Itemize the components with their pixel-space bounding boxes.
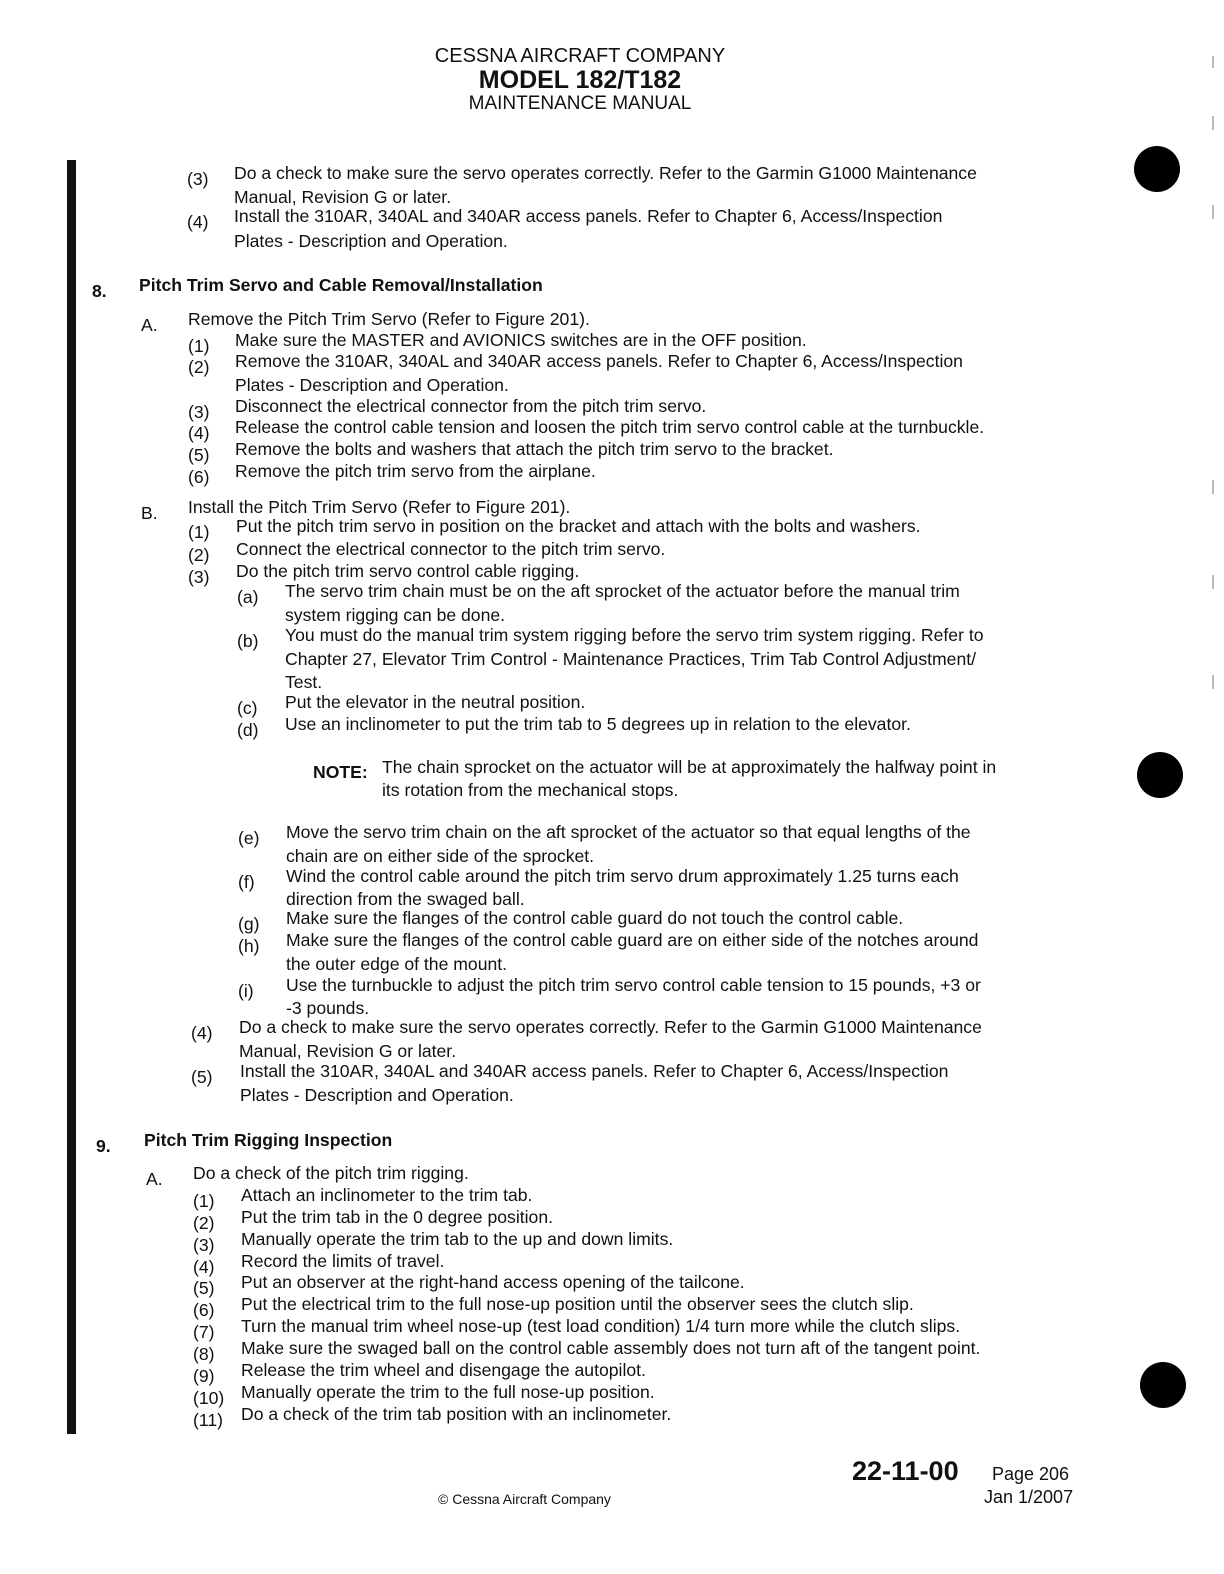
binder-hole-bottom <box>1140 1362 1186 1408</box>
step-number: (3) <box>188 567 210 587</box>
substep-text: Move the servo trim chain on the aft sprocket of the actuator so that equal lengths of the <box>286 822 971 842</box>
step-number: (3) <box>193 1235 215 1255</box>
scan-mark <box>1212 575 1214 589</box>
step-text: Put the electrical trim to the full nose-up position until the observer sees the clutch slip. <box>241 1294 914 1314</box>
substep-text: direction from the swaged ball. <box>286 889 525 909</box>
step-number: (2) <box>193 1213 215 1233</box>
step-text: Put the pitch trim servo in position on the bracket and attach with the bolts and washers. <box>236 516 921 536</box>
subsection-title: Remove the Pitch Trim Servo (Refer to Figure 201). <box>188 309 590 329</box>
header-company: CESSNA AIRCRAFT COMPANY <box>434 45 726 67</box>
step-number: (3) <box>187 169 209 189</box>
step-number: (5) <box>193 1278 215 1298</box>
substep-letter: (e) <box>238 828 260 848</box>
step-number: (9) <box>193 1366 215 1386</box>
substep-letter: (a) <box>237 587 259 607</box>
step-text: Do a check to make sure the servo operates correctly. Refer to the Garmin G1000 Maintenance <box>234 163 977 183</box>
step-number: (6) <box>193 1300 215 1320</box>
step-text: Put the trim tab in the 0 degree position. <box>241 1207 553 1227</box>
step-text: Do a check of the trim tab position with an inclinometer. <box>241 1404 672 1424</box>
substep-text: Make sure the flanges of the control cable guard do not touch the control cable. <box>286 908 904 928</box>
step-text: Remove the bolts and washers that attach the pitch trim servo to the bracket. <box>235 439 834 459</box>
step-text: Turn the manual trim wheel nose-up (test load condition) 1/4 turn more while the clutch slips. <box>241 1316 961 1336</box>
step-text: Release the control cable tension and loosen the pitch trim servo control cable at the turnbuckle. <box>235 417 985 437</box>
step-number: (1) <box>188 522 210 542</box>
step-text: Remove the 310AR, 340AL and 340AR access panels. Refer to Chapter 6, Access/Inspection <box>235 351 963 371</box>
substep-text: system rigging can be done. <box>285 605 506 625</box>
subsection-letter: A. <box>141 315 158 335</box>
step-text: Manually operate the trim tab to the up and down limits. <box>241 1229 674 1249</box>
section-title: Pitch Trim Servo and Cable Removal/Installation <box>139 275 543 295</box>
step-text: Record the limits of travel. <box>241 1251 445 1271</box>
substep-letter: (h) <box>238 936 260 956</box>
step-text: Release the trim wheel and disengage the autopilot. <box>241 1360 646 1380</box>
subsection-title: Do a check of the pitch trim rigging. <box>193 1163 469 1183</box>
substep-letter: (d) <box>237 720 259 740</box>
substep-text: You must do the manual trim system rigging before the servo trim system rigging. Refer to <box>285 625 984 645</box>
substep-text: -3 pounds. <box>286 998 370 1018</box>
substep-text: Test. <box>285 672 323 692</box>
scan-mark <box>1212 480 1214 494</box>
substep-text: the outer edge of the mount. <box>286 954 508 974</box>
section-title: Pitch Trim Rigging Inspection <box>144 1130 393 1150</box>
substep-letter: (g) <box>238 914 260 934</box>
step-text: Plates - Description and Operation. <box>240 1085 514 1105</box>
header-manual: MAINTENANCE MANUAL <box>468 93 692 114</box>
substep-text: Use the turnbuckle to adjust the pitch trim servo control cable tension to 15 pounds, +3 or <box>286 975 981 995</box>
scan-mark <box>1212 205 1214 219</box>
step-text: Connect the electrical connector to the pitch trim servo. <box>236 539 666 559</box>
step-number: (8) <box>193 1344 215 1364</box>
substep-text: Chapter 27, Elevator Trim Control - Maintenance Practices, Trim Tab Control Adjustment/ <box>285 649 977 669</box>
step-text: Do a check to make sure the servo operates correctly. Refer to the Garmin G1000 Maintenance <box>239 1017 982 1037</box>
substep-letter: (i) <box>238 981 254 1001</box>
substep-text: Put the elevator in the neutral position. <box>285 692 586 712</box>
substep-text: Use an inclinometer to put the trim tab to 5 degrees up in relation to the elevator. <box>285 714 911 734</box>
substep-text: The servo trim chain must be on the aft sprocket of the actuator before the manual trim <box>285 581 960 601</box>
step-text: Do the pitch trim servo control cable rigging. <box>236 561 580 581</box>
step-text: Manual, Revision G or later. <box>234 187 452 207</box>
chapter-number: 22-11-00 <box>852 1456 959 1486</box>
step-text: Manual, Revision G or later. <box>239 1041 457 1061</box>
step-number: (4) <box>191 1023 213 1043</box>
step-text: Plates - Description and Operation. <box>234 231 508 251</box>
step-number: (4) <box>188 423 210 443</box>
note-text: The chain sprocket on the actuator will be at approximately the halfway point in <box>382 757 997 777</box>
step-number: (10) <box>193 1388 225 1408</box>
substep-text: Make sure the flanges of the control cable guard are on either side of the notches around <box>286 930 979 950</box>
substep-text: Wind the control cable around the pitch trim servo drum approximately 1.25 turns each <box>286 866 959 886</box>
substep-letter: (b) <box>237 631 259 651</box>
step-text: Remove the pitch trim servo from the airplane. <box>235 461 596 481</box>
step-number: (2) <box>188 357 210 377</box>
note-text: its rotation from the mechanical stops. <box>382 780 679 800</box>
section-number: 9. <box>96 1136 111 1156</box>
step-text: Put an observer at the right-hand access opening of the tailcone. <box>241 1272 745 1292</box>
note-label: NOTE: <box>313 762 368 782</box>
scan-mark <box>1212 675 1214 689</box>
step-text: Install the 310AR, 340AL and 340AR access panels. Refer to Chapter 6, Access/Inspection <box>234 206 943 226</box>
scan-mark <box>1212 116 1214 130</box>
binder-hole-middle <box>1137 752 1183 798</box>
copyright: © Cessna Aircraft Company <box>438 1491 611 1507</box>
revision-bar <box>67 160 76 1434</box>
page-number: Page 206 <box>992 1464 1070 1484</box>
step-number: (4) <box>193 1257 215 1277</box>
subsection-letter: A. <box>146 1169 163 1189</box>
step-number: (1) <box>188 336 210 356</box>
substep-letter: (f) <box>238 872 255 892</box>
step-text: Make sure the MASTER and AVIONICS switches are in the OFF position. <box>235 330 807 350</box>
subsection-title: Install the Pitch Trim Servo (Refer to Figure 201). <box>188 497 571 517</box>
header-model: MODEL 182/T182 <box>478 66 682 94</box>
step-text: Manually operate the trim to the full nose-up position. <box>241 1382 655 1402</box>
step-number: (5) <box>188 445 210 465</box>
step-number: (6) <box>188 467 210 487</box>
substep-text: chain are on either side of the sprocket. <box>286 846 595 866</box>
step-number: (11) <box>193 1410 223 1430</box>
step-number: (5) <box>191 1067 213 1087</box>
step-text: Make sure the swaged ball on the control cable assembly does not turn aft of the tangent point. <box>241 1338 981 1358</box>
step-text: Install the 310AR, 340AL and 340AR access panels. Refer to Chapter 6, Access/Inspection <box>240 1061 949 1081</box>
step-number: (2) <box>188 545 210 565</box>
binder-hole-top <box>1134 146 1180 192</box>
step-text: Plates - Description and Operation. <box>235 375 509 395</box>
substep-letter: (c) <box>237 698 258 718</box>
step-number: (1) <box>193 1191 215 1211</box>
step-number: (4) <box>187 212 209 232</box>
section-number: 8. <box>92 281 107 301</box>
step-text: Attach an inclinometer to the trim tab. <box>241 1185 533 1205</box>
step-text: Disconnect the electrical connector from the pitch trim servo. <box>235 396 707 416</box>
scan-mark <box>1212 56 1214 68</box>
step-number: (7) <box>193 1322 215 1342</box>
step-number: (3) <box>188 402 210 422</box>
page-date: Jan 1/2007 <box>984 1487 1074 1507</box>
subsection-letter: B. <box>141 503 158 523</box>
